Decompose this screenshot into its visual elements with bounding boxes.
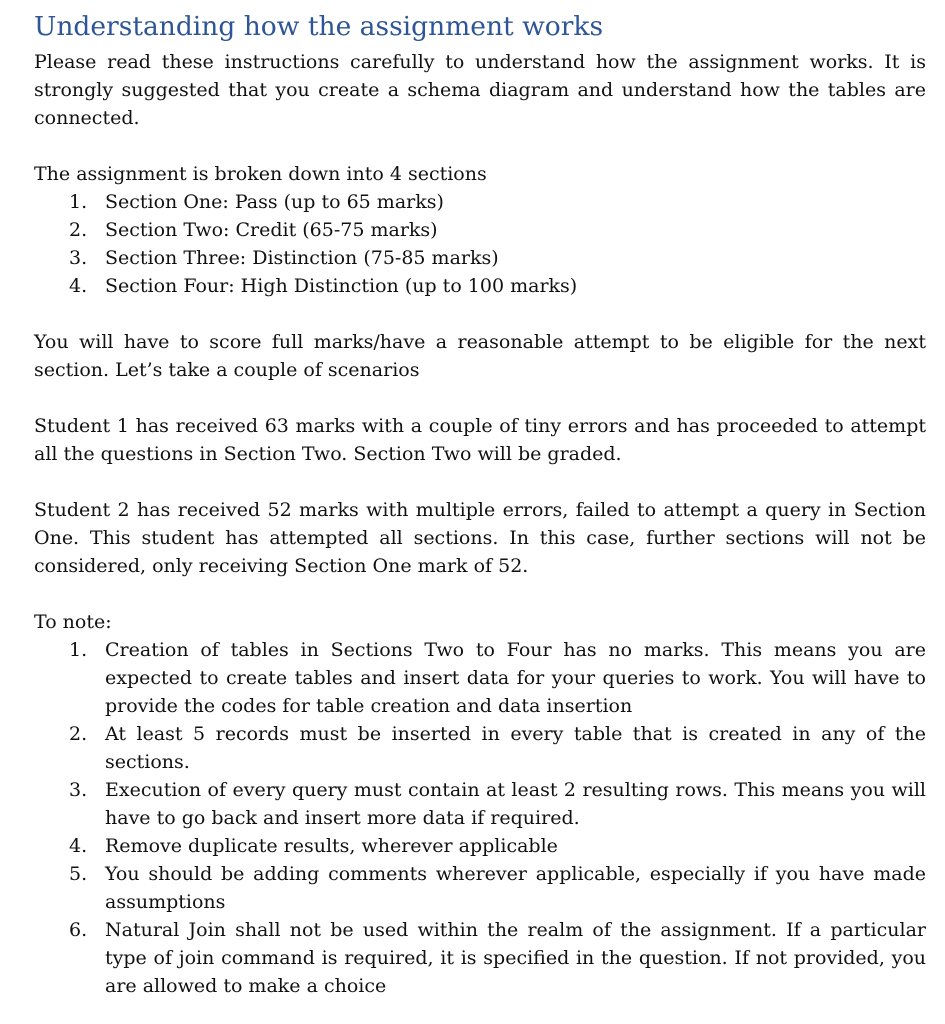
sections-intro: The assignment is broken down into 4 sections <box>34 163 487 185</box>
section-text: Section Four: High Distinction (up to 100 marks) <box>105 275 578 297</box>
list-number: 4. <box>69 275 88 297</box>
note-item <box>34 636 926 720</box>
sections-list <box>34 188 926 300</box>
eligibility-paragraph: You will have to score full marks/have a reasonable attempt to be eligible for the next section. Let’s take a couple of scenarios <box>34 331 926 381</box>
list-number: 2. <box>69 723 88 745</box>
list-number: 3. <box>69 247 88 269</box>
note-text: Creation of tables in Sections Two to Four has no marks. This means you are expected to create tables and insert data for your queries to work. You will have to provide the codes for table creation and data insertion <box>105 639 926 717</box>
document <box>34 8 926 1000</box>
note-item <box>34 776 926 832</box>
intro-paragraph: Please read these instructions carefully to understand how the assignment works. It is strongly suggested that you create a schema diagram and understand how the tables are connected. <box>34 51 926 129</box>
list-number: 1. <box>69 639 88 661</box>
section-item <box>34 216 926 244</box>
list-number: 3. <box>69 779 88 801</box>
list-number: 5. <box>69 863 88 885</box>
note-text: Natural Join shall not be used within the realm of the assignment. If a particular type of join command is required, it is specified in the question. If not provided, you are allowed to make a choice <box>105 919 926 997</box>
section-item <box>34 244 926 272</box>
note-item <box>34 720 926 776</box>
notes-intro: To note: <box>34 611 112 633</box>
list-number: 4. <box>69 835 88 857</box>
note-text: You should be adding comments wherever applicable, especially if you have made assumptions <box>105 863 926 913</box>
list-number: 1. <box>69 191 88 213</box>
note-text: Execution of every query must contain at least 2 resulting rows. This means you will have to go back and insert more data if required. <box>105 779 926 829</box>
note-text: At least 5 records must be inserted in every table that is created in any of the sections. <box>105 723 926 773</box>
list-number: 6. <box>69 919 88 941</box>
note-item <box>34 860 926 916</box>
scenario-one-paragraph: Student 1 has received 63 marks with a couple of tiny errors and has proceeded to attempt all the questions in Section Two. Section Two will be graded. <box>34 415 926 465</box>
section-item <box>34 188 926 216</box>
section-text: Section One: Pass (up to 65 marks) <box>105 191 444 213</box>
section-item <box>34 272 926 300</box>
page-title: Understanding how the assignment works <box>34 11 604 42</box>
note-item <box>34 916 926 1000</box>
note-text: Remove duplicate results, wherever applicable <box>105 835 558 857</box>
section-text: Section Three: Distinction (75-85 marks) <box>105 247 499 269</box>
scenario-two-paragraph: Student 2 has received 52 marks with multiple errors, failed to attempt a query in Section One. This student has attempted all sections. In this case, further sections will not be considered, only receiving Section One mark of 52. <box>34 499 926 577</box>
note-item <box>34 832 926 860</box>
section-text: Section Two: Credit (65-75 marks) <box>105 219 438 241</box>
list-number: 2. <box>69 219 88 241</box>
notes-list <box>34 636 926 1000</box>
